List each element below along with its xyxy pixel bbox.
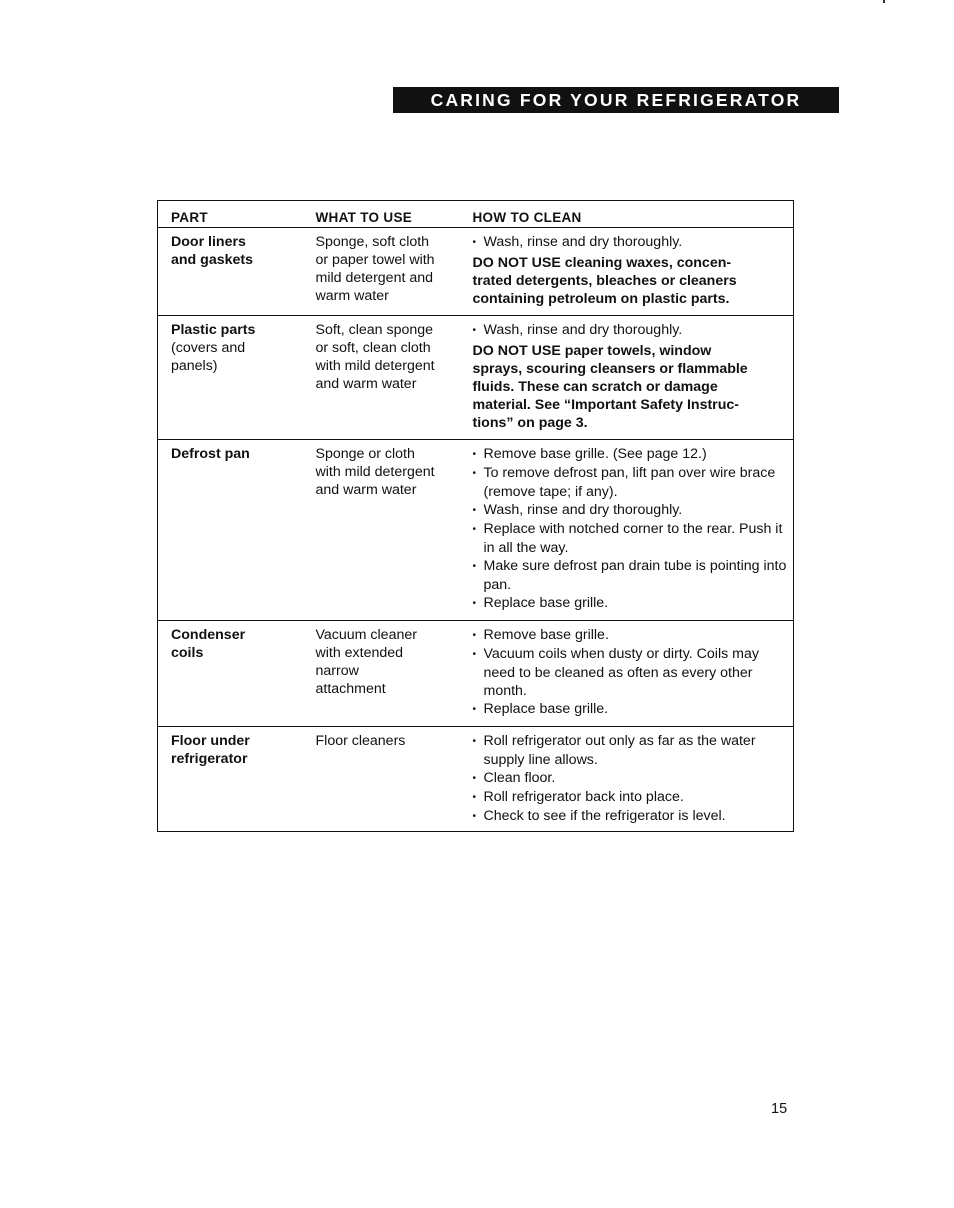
instruction-bullet: • To remove defrost pan, lift pan over wire brace (remove tape; if any). — [473, 464, 788, 501]
warning-line: tions” on page 3. — [472, 415, 588, 431]
warning-line: material. See “Important Safety Instruc- — [472, 397, 739, 413]
instruction-bullet: • Replace base grille. — [473, 594, 788, 613]
how-to-clean-cell — [460, 228, 794, 316]
table-row — [158, 727, 794, 832]
how-to-clean-cell — [460, 316, 794, 440]
table-row — [158, 228, 794, 316]
part-note: panels) — [171, 358, 218, 374]
warning-line: sprays, scouring cleansers or flammable — [472, 361, 748, 377]
part-name: Door liners — [171, 234, 246, 250]
instruction-bullet: • Roll refrigerator back into place. — [473, 788, 788, 807]
instruction-bullet: • Wash, rinse and dry thoroughly. — [473, 233, 788, 252]
part-cell — [158, 440, 304, 621]
table-body — [158, 228, 794, 832]
what-to-use-line: and warm water — [315, 482, 417, 498]
part-name: refrigerator — [171, 751, 248, 767]
what-to-use-line: with mild detergent — [315, 464, 435, 480]
what-to-use-line: Vacuum cleaner — [315, 627, 417, 643]
table-row — [158, 621, 794, 727]
corner-mark — [883, 0, 885, 3]
what-to-use-line: with mild detergent — [315, 358, 435, 374]
what-to-use-line: narrow — [315, 663, 359, 679]
what-to-use-line: Soft, clean sponge — [315, 322, 434, 338]
part-name: coils — [171, 645, 204, 661]
part-name: Defrost pan — [171, 446, 250, 462]
cleaning-table — [157, 200, 794, 832]
what-to-use-line: warm water — [315, 288, 389, 304]
what-to-use-line: or soft, clean cloth — [315, 340, 431, 356]
page-number: 15 — [771, 1101, 788, 1117]
part-name: Floor under — [171, 733, 250, 749]
warning-text — [473, 342, 788, 432]
instruction-bullet: • Clean floor. — [473, 769, 788, 788]
instruction-bullet: • Wash, rinse and dry thoroughly. — [473, 321, 788, 340]
what-to-use-line: Sponge or cloth — [315, 446, 415, 462]
column-header-what-to-use: WHAT TO USE — [304, 201, 460, 228]
instruction-bullet: • Check to see if the refrigerator is level. — [473, 807, 788, 826]
part-cell — [158, 228, 304, 316]
warning-text — [473, 254, 788, 308]
warning-line: containing petroleum on plastic parts. — [472, 291, 730, 307]
warning-line: DO NOT USE cleaning waxes, concen- — [472, 255, 732, 271]
instruction-bullet: • Vacuum coils when dusty or dirty. Coils may need to be cleaned as often as every other month. — [473, 645, 788, 700]
instruction-bullet: • Make sure defrost pan drain tube is pointing into pan. — [473, 557, 788, 594]
warning-line: trated detergents, bleaches or cleaners — [472, 273, 737, 289]
instruction-bullet: • Replace base grille. — [473, 700, 788, 719]
what-to-use-line: Sponge, soft cloth — [315, 234, 430, 250]
how-to-clean-cell — [460, 621, 794, 727]
part-cell — [158, 621, 304, 727]
table-header-row — [158, 201, 794, 228]
warning-line: DO NOT USE paper towels, window — [472, 343, 712, 359]
warning-line: fluids. These can scratch or damage — [472, 379, 718, 395]
what-to-use-cell — [304, 228, 460, 316]
column-header-how-to-clean: HOW TO CLEAN — [460, 201, 794, 228]
part-name: and gaskets — [171, 252, 254, 268]
what-to-use-line: attachment — [315, 681, 386, 697]
what-to-use-line: mild detergent and — [315, 270, 434, 286]
instruction-bullet: • Remove base grille. — [473, 626, 788, 645]
table-row — [158, 440, 794, 621]
part-note: (covers and — [171, 340, 246, 356]
part-name: Plastic parts — [171, 322, 256, 338]
what-to-use-cell — [304, 621, 460, 727]
what-to-use-line: and warm water — [315, 376, 417, 392]
instruction-bullet: • Replace with notched corner to the rear. Push it in all the way. — [473, 520, 788, 557]
how-to-clean-cell — [460, 727, 794, 832]
instruction-bullet: • Remove base grille. (See page 12.) — [473, 445, 788, 464]
what-to-use-line: Floor cleaners — [315, 733, 406, 749]
how-to-clean-cell — [460, 440, 794, 621]
column-header-part: PART — [158, 201, 304, 228]
what-to-use-cell — [304, 316, 460, 440]
what-to-use-line: with extended — [315, 645, 404, 661]
what-to-use-cell — [304, 440, 460, 621]
instruction-bullet: • Roll refrigerator out only as far as the water supply line allows. — [473, 732, 788, 769]
instruction-bullet: • Wash, rinse and dry thoroughly. — [473, 501, 788, 520]
part-name: Condenser — [171, 627, 246, 643]
table-row — [158, 316, 794, 440]
what-to-use-cell — [304, 727, 460, 832]
part-cell — [158, 316, 304, 440]
what-to-use-line: or paper towel with — [315, 252, 435, 268]
section-header: CARING FOR YOUR REFRIGERATOR — [393, 87, 839, 113]
part-cell — [158, 727, 304, 832]
